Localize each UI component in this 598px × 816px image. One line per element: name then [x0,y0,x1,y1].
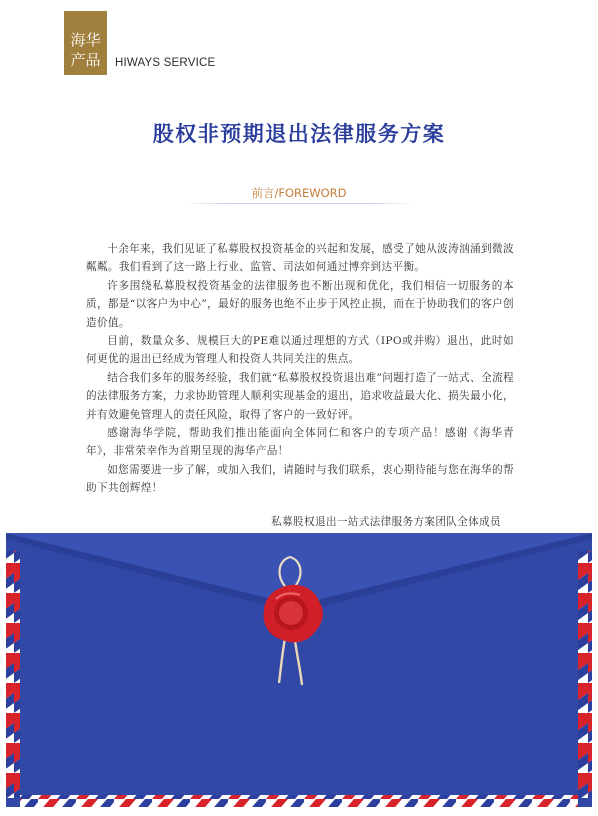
paragraph-4: 结合我们多年的服务经验，我们就“私募股权投资退出难”问题打造了一站式、全流程的法律服务方案，力求协助管理人顺利实现基金的退出，追求收益最大化、损失最小化，并有效避免管理人的责任风险，取得了客户的一致好评。 [86,371,514,421]
paragraph-2: 许多围绕私募股权投资基金的法律服务也不断出现和优化，我们相信一切服务的本质，都是“以客户为中心”，最好的服务也绝不止步于风控止损，而在于协助我们的客户创造价值。 [86,279,514,329]
foreword-heading: 前言/FOREWORD [251,186,347,200]
foreword-divider [185,203,413,204]
paragraph-1: 十余年来，我们见证了私募股权投资基金的兴起和发展，感受了她从波涛汹涌到微波粼粼。我们看到了这一路上行业、监管、司法如何通过博弈到达平衡。 [86,243,514,274]
brand-label-line2: 产品 [70,51,101,69]
brand-label-line1: 海华 [70,31,101,49]
airmail-envelope-icon [0,533,598,816]
right-airmail-border [578,551,592,798]
left-airmail-border [6,551,20,798]
brand-english-name: HIWAYS SERVICE [115,57,216,69]
paragraph-5: 感谢海华学院，帮助我们推出能面向全体同仁和客户的专项产品！感谢《海华青年》，非常荣幸作为首期呈现的海华产品！ [86,427,514,458]
paragraph-3: 目前，数量众多、规模巨大的PE难以通过理想的方式（IPO或并购）退出，此时如何更优的退出已经成为管理人和投资人共同关注的焦点。 [86,335,514,366]
foreword-body [86,240,514,498]
document-title: 股权非预期退出法律服务方案 [152,122,446,146]
bottom-airmail-border [20,795,578,807]
brand-logo [64,11,107,75]
paragraph-6: 如您需要进一步了解，或加入我们，请随时与我们联系，衷心期待能与您在海华的帮助下共创辉煌！ [86,463,514,495]
signature: 私募股权退出一站式法律服务方案团队全体成员 [271,516,501,528]
